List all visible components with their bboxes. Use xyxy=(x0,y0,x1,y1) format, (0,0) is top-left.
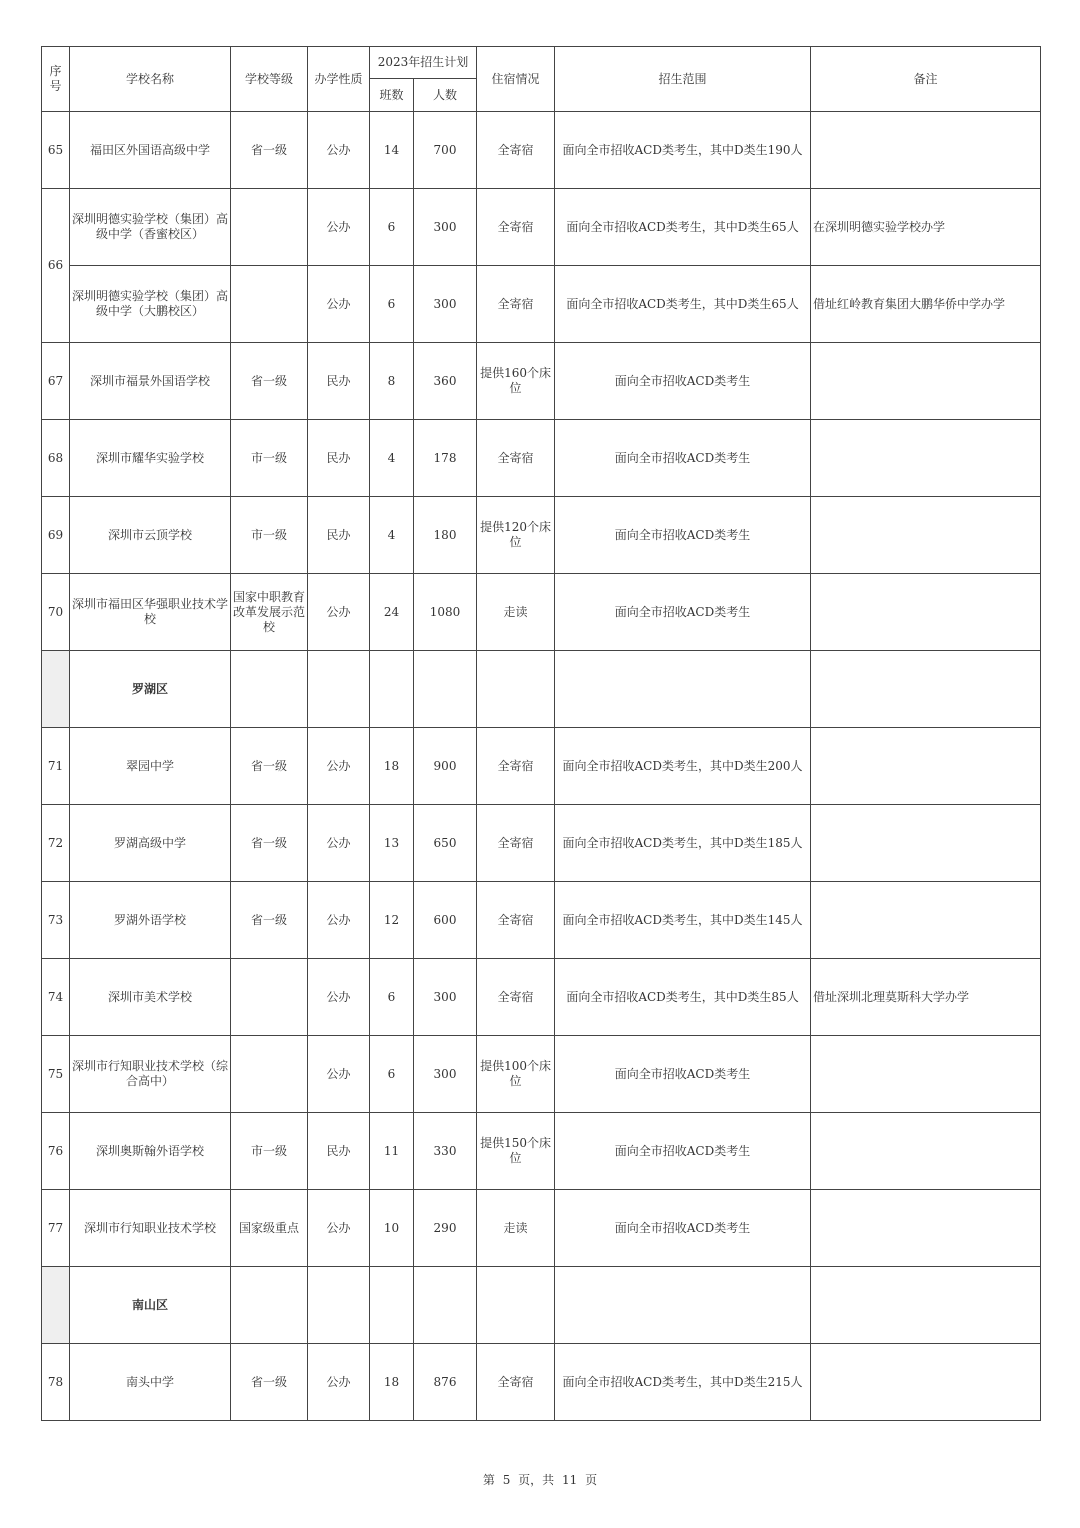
header-plan: 2023年招生计划 xyxy=(370,47,477,79)
cell-range: 面向全市招收ACD类考生 xyxy=(555,420,811,497)
cell-dorm: 提供120个床位 xyxy=(477,497,555,574)
cell-note xyxy=(811,1036,1041,1113)
header-people: 人数 xyxy=(414,79,477,112)
cell-name: 罗湖高级中学 xyxy=(70,805,231,882)
cell-people: 300 xyxy=(414,189,477,266)
cell-note xyxy=(811,805,1041,882)
cell-classes: 6 xyxy=(370,266,414,343)
cell-range: 面向全市招收ACD类考生，其中D类生190人 xyxy=(555,112,811,189)
cell-name: 深圳明德实验学校（集团）高级中学（大鹏校区） xyxy=(70,266,231,343)
cell-classes: 6 xyxy=(370,1036,414,1113)
cell-dorm: 全寄宿 xyxy=(477,420,555,497)
cell-no: 65 xyxy=(42,112,70,189)
cell-level xyxy=(231,189,308,266)
cell-dorm: 全寄宿 xyxy=(477,266,555,343)
cell-no xyxy=(42,651,70,728)
cell-classes: 18 xyxy=(370,728,414,805)
cell-no: 70 xyxy=(42,574,70,651)
cell-dorm: 全寄宿 xyxy=(477,882,555,959)
cell-level: 省一级 xyxy=(231,882,308,959)
cell-level: 省一级 xyxy=(231,1344,308,1421)
header-no: 序号 xyxy=(42,47,70,112)
table-row xyxy=(42,1036,1041,1113)
cell-range: 面向全市招收ACD类考生，其中D类生85人 xyxy=(555,959,811,1036)
cell-people: 876 xyxy=(414,1344,477,1421)
cell-name: 深圳奥斯翰外语学校 xyxy=(70,1113,231,1190)
table-row xyxy=(42,805,1041,882)
cell-no xyxy=(42,1267,70,1344)
header-nature: 办学性质 xyxy=(308,47,370,112)
cell-note xyxy=(811,1344,1041,1421)
cell-note: 借址深圳北理莫斯科大学办学 xyxy=(811,959,1041,1036)
cell-people: 290 xyxy=(414,1190,477,1267)
cell-dorm: 走读 xyxy=(477,1190,555,1267)
cell-nature: 公办 xyxy=(308,1036,370,1113)
header-note: 备注 xyxy=(811,47,1041,112)
cell-people: 700 xyxy=(414,112,477,189)
table-row xyxy=(42,1190,1041,1267)
header-level: 学校等级 xyxy=(231,47,308,112)
cell-note xyxy=(811,420,1041,497)
cell-note xyxy=(811,343,1041,420)
cell-name: 南头中学 xyxy=(70,1344,231,1421)
cell-dorm: 全寄宿 xyxy=(477,959,555,1036)
table-row xyxy=(42,959,1041,1036)
cell-name: 深圳市福景外国语学校 xyxy=(70,343,231,420)
cell-range: 面向全市招收ACD类考生，其中D类生185人 xyxy=(555,805,811,882)
cell-nature: 公办 xyxy=(308,1344,370,1421)
cell-note: 借址红岭教育集团大鹏华侨中学办学 xyxy=(811,266,1041,343)
cell-dorm: 提供150个床位 xyxy=(477,1113,555,1190)
cell-empty xyxy=(811,1267,1041,1344)
table-row xyxy=(42,343,1041,420)
cell-level: 省一级 xyxy=(231,805,308,882)
cell-dorm: 全寄宿 xyxy=(477,1344,555,1421)
cell-nature: 公办 xyxy=(308,805,370,882)
cell-note: 在深圳明德实验学校办学 xyxy=(811,189,1041,266)
cell-note xyxy=(811,497,1041,574)
cell-note xyxy=(811,112,1041,189)
enrollment-table xyxy=(41,46,1041,1421)
header-range: 招生范围 xyxy=(555,47,811,112)
table-row xyxy=(42,112,1041,189)
cell-level: 省一级 xyxy=(231,112,308,189)
cell-nature: 民办 xyxy=(308,343,370,420)
cell-people: 300 xyxy=(414,1036,477,1113)
cell-range: 面向全市招收ACD类考生，其中D类生215人 xyxy=(555,1344,811,1421)
cell-nature: 公办 xyxy=(308,1190,370,1267)
cell-level: 市一级 xyxy=(231,1113,308,1190)
table-row xyxy=(42,574,1041,651)
cell-level: 市一级 xyxy=(231,420,308,497)
cell-nature: 公办 xyxy=(308,728,370,805)
cell-classes: 13 xyxy=(370,805,414,882)
cell-note xyxy=(811,1190,1041,1267)
cell-level xyxy=(231,959,308,1036)
cell-classes: 4 xyxy=(370,420,414,497)
table-row xyxy=(42,497,1041,574)
cell-level: 省一级 xyxy=(231,728,308,805)
cell-range: 面向全市招收ACD类考生 xyxy=(555,1036,811,1113)
table-row xyxy=(42,420,1041,497)
cell-note xyxy=(811,882,1041,959)
cell-name: 翠园中学 xyxy=(70,728,231,805)
cell-name: 深圳市美术学校 xyxy=(70,959,231,1036)
cell-level: 国家中职教育改革发展示范校 xyxy=(231,574,308,651)
cell-people: 900 xyxy=(414,728,477,805)
cell-note xyxy=(811,574,1041,651)
cell-empty xyxy=(370,1267,414,1344)
cell-classes: 4 xyxy=(370,497,414,574)
cell-people: 1080 xyxy=(414,574,477,651)
cell-empty xyxy=(308,1267,370,1344)
cell-people: 300 xyxy=(414,266,477,343)
cell-name: 深圳明德实验学校（集团）高级中学（香蜜校区） xyxy=(70,189,231,266)
cell-nature: 公办 xyxy=(308,189,370,266)
cell-dorm: 全寄宿 xyxy=(477,805,555,882)
cell-nature: 公办 xyxy=(308,112,370,189)
cell-name: 深圳市行知职业技术学校（综合高中） xyxy=(70,1036,231,1113)
cell-nature: 公办 xyxy=(308,266,370,343)
cell-classes: 6 xyxy=(370,189,414,266)
cell-no: 67 xyxy=(42,343,70,420)
cell-dorm: 全寄宿 xyxy=(477,189,555,266)
cell-nature: 民办 xyxy=(308,420,370,497)
cell-range: 面向全市招收ACD类考生，其中D类生145人 xyxy=(555,882,811,959)
cell-empty xyxy=(231,651,308,728)
cell-no: 78 xyxy=(42,1344,70,1421)
district-name: 南山区 xyxy=(70,1267,231,1344)
cell-people: 300 xyxy=(414,959,477,1036)
cell-level: 国家级重点 xyxy=(231,1190,308,1267)
header-name: 学校名称 xyxy=(70,47,231,112)
cell-empty xyxy=(414,651,477,728)
cell-people: 650 xyxy=(414,805,477,882)
cell-empty xyxy=(414,1267,477,1344)
header-classes: 班数 xyxy=(370,79,414,112)
cell-note xyxy=(811,1113,1041,1190)
cell-name: 深圳市福田区华强职业技术学校 xyxy=(70,574,231,651)
cell-name: 深圳市耀华实验学校 xyxy=(70,420,231,497)
cell-empty xyxy=(811,651,1041,728)
cell-empty xyxy=(231,1267,308,1344)
cell-range: 面向全市招收ACD类考生，其中D类生65人 xyxy=(555,266,811,343)
cell-nature: 公办 xyxy=(308,959,370,1036)
cell-empty xyxy=(308,651,370,728)
table-row xyxy=(42,1344,1041,1421)
cell-name: 深圳市行知职业技术学校 xyxy=(70,1190,231,1267)
cell-people: 180 xyxy=(414,497,477,574)
cell-empty xyxy=(370,651,414,728)
cell-no: 76 xyxy=(42,1113,70,1190)
table-row xyxy=(42,728,1041,805)
cell-classes: 12 xyxy=(370,882,414,959)
cell-level: 省一级 xyxy=(231,343,308,420)
cell-range: 面向全市招收ACD类考生 xyxy=(555,1113,811,1190)
cell-empty xyxy=(555,1267,811,1344)
cell-classes: 8 xyxy=(370,343,414,420)
cell-level xyxy=(231,1036,308,1113)
cell-classes: 18 xyxy=(370,1344,414,1421)
district-row xyxy=(42,1267,1041,1344)
cell-nature: 公办 xyxy=(308,882,370,959)
cell-name: 罗湖外语学校 xyxy=(70,882,231,959)
cell-classes: 10 xyxy=(370,1190,414,1267)
header-dorm: 住宿情况 xyxy=(477,47,555,112)
cell-note xyxy=(811,728,1041,805)
cell-no: 71 xyxy=(42,728,70,805)
cell-dorm: 走读 xyxy=(477,574,555,651)
cell-people: 600 xyxy=(414,882,477,959)
cell-range: 面向全市招收ACD类考生 xyxy=(555,497,811,574)
district-row xyxy=(42,651,1041,728)
cell-no: 66 xyxy=(42,189,70,343)
district-name: 罗湖区 xyxy=(70,651,231,728)
table-row xyxy=(42,189,1041,266)
cell-no: 73 xyxy=(42,882,70,959)
cell-range: 面向全市招收ACD类考生 xyxy=(555,1190,811,1267)
cell-empty xyxy=(477,1267,555,1344)
cell-no: 72 xyxy=(42,805,70,882)
cell-dorm: 全寄宿 xyxy=(477,112,555,189)
cell-nature: 民办 xyxy=(308,1113,370,1190)
table-row xyxy=(42,882,1041,959)
cell-no: 74 xyxy=(42,959,70,1036)
cell-no: 68 xyxy=(42,420,70,497)
cell-no: 77 xyxy=(42,1190,70,1267)
cell-empty xyxy=(477,651,555,728)
table-row xyxy=(42,1113,1041,1190)
cell-classes: 6 xyxy=(370,959,414,1036)
cell-dorm: 提供100个床位 xyxy=(477,1036,555,1113)
cell-classes: 14 xyxy=(370,112,414,189)
cell-range: 面向全市招收ACD类考生 xyxy=(555,343,811,420)
cell-no: 69 xyxy=(42,497,70,574)
cell-range: 面向全市招收ACD类考生，其中D类生200人 xyxy=(555,728,811,805)
cell-people: 330 xyxy=(414,1113,477,1190)
cell-no: 75 xyxy=(42,1036,70,1113)
cell-range: 面向全市招收ACD类考生，其中D类生65人 xyxy=(555,189,811,266)
cell-empty xyxy=(555,651,811,728)
header-row xyxy=(42,47,1041,79)
cell-people: 360 xyxy=(414,343,477,420)
cell-level: 市一级 xyxy=(231,497,308,574)
cell-nature: 民办 xyxy=(308,497,370,574)
table-row xyxy=(42,266,1041,343)
cell-dorm: 全寄宿 xyxy=(477,728,555,805)
cell-range: 面向全市招收ACD类考生 xyxy=(555,574,811,651)
cell-nature: 公办 xyxy=(308,574,370,651)
page-footer: 第 5 页，共 11 页 xyxy=(482,1473,598,1487)
cell-people: 178 xyxy=(414,420,477,497)
cell-name: 深圳市云顶学校 xyxy=(70,497,231,574)
cell-classes: 11 xyxy=(370,1113,414,1190)
cell-level xyxy=(231,266,308,343)
cell-name: 福田区外国语高级中学 xyxy=(70,112,231,189)
cell-dorm: 提供160个床位 xyxy=(477,343,555,420)
cell-classes: 24 xyxy=(370,574,414,651)
